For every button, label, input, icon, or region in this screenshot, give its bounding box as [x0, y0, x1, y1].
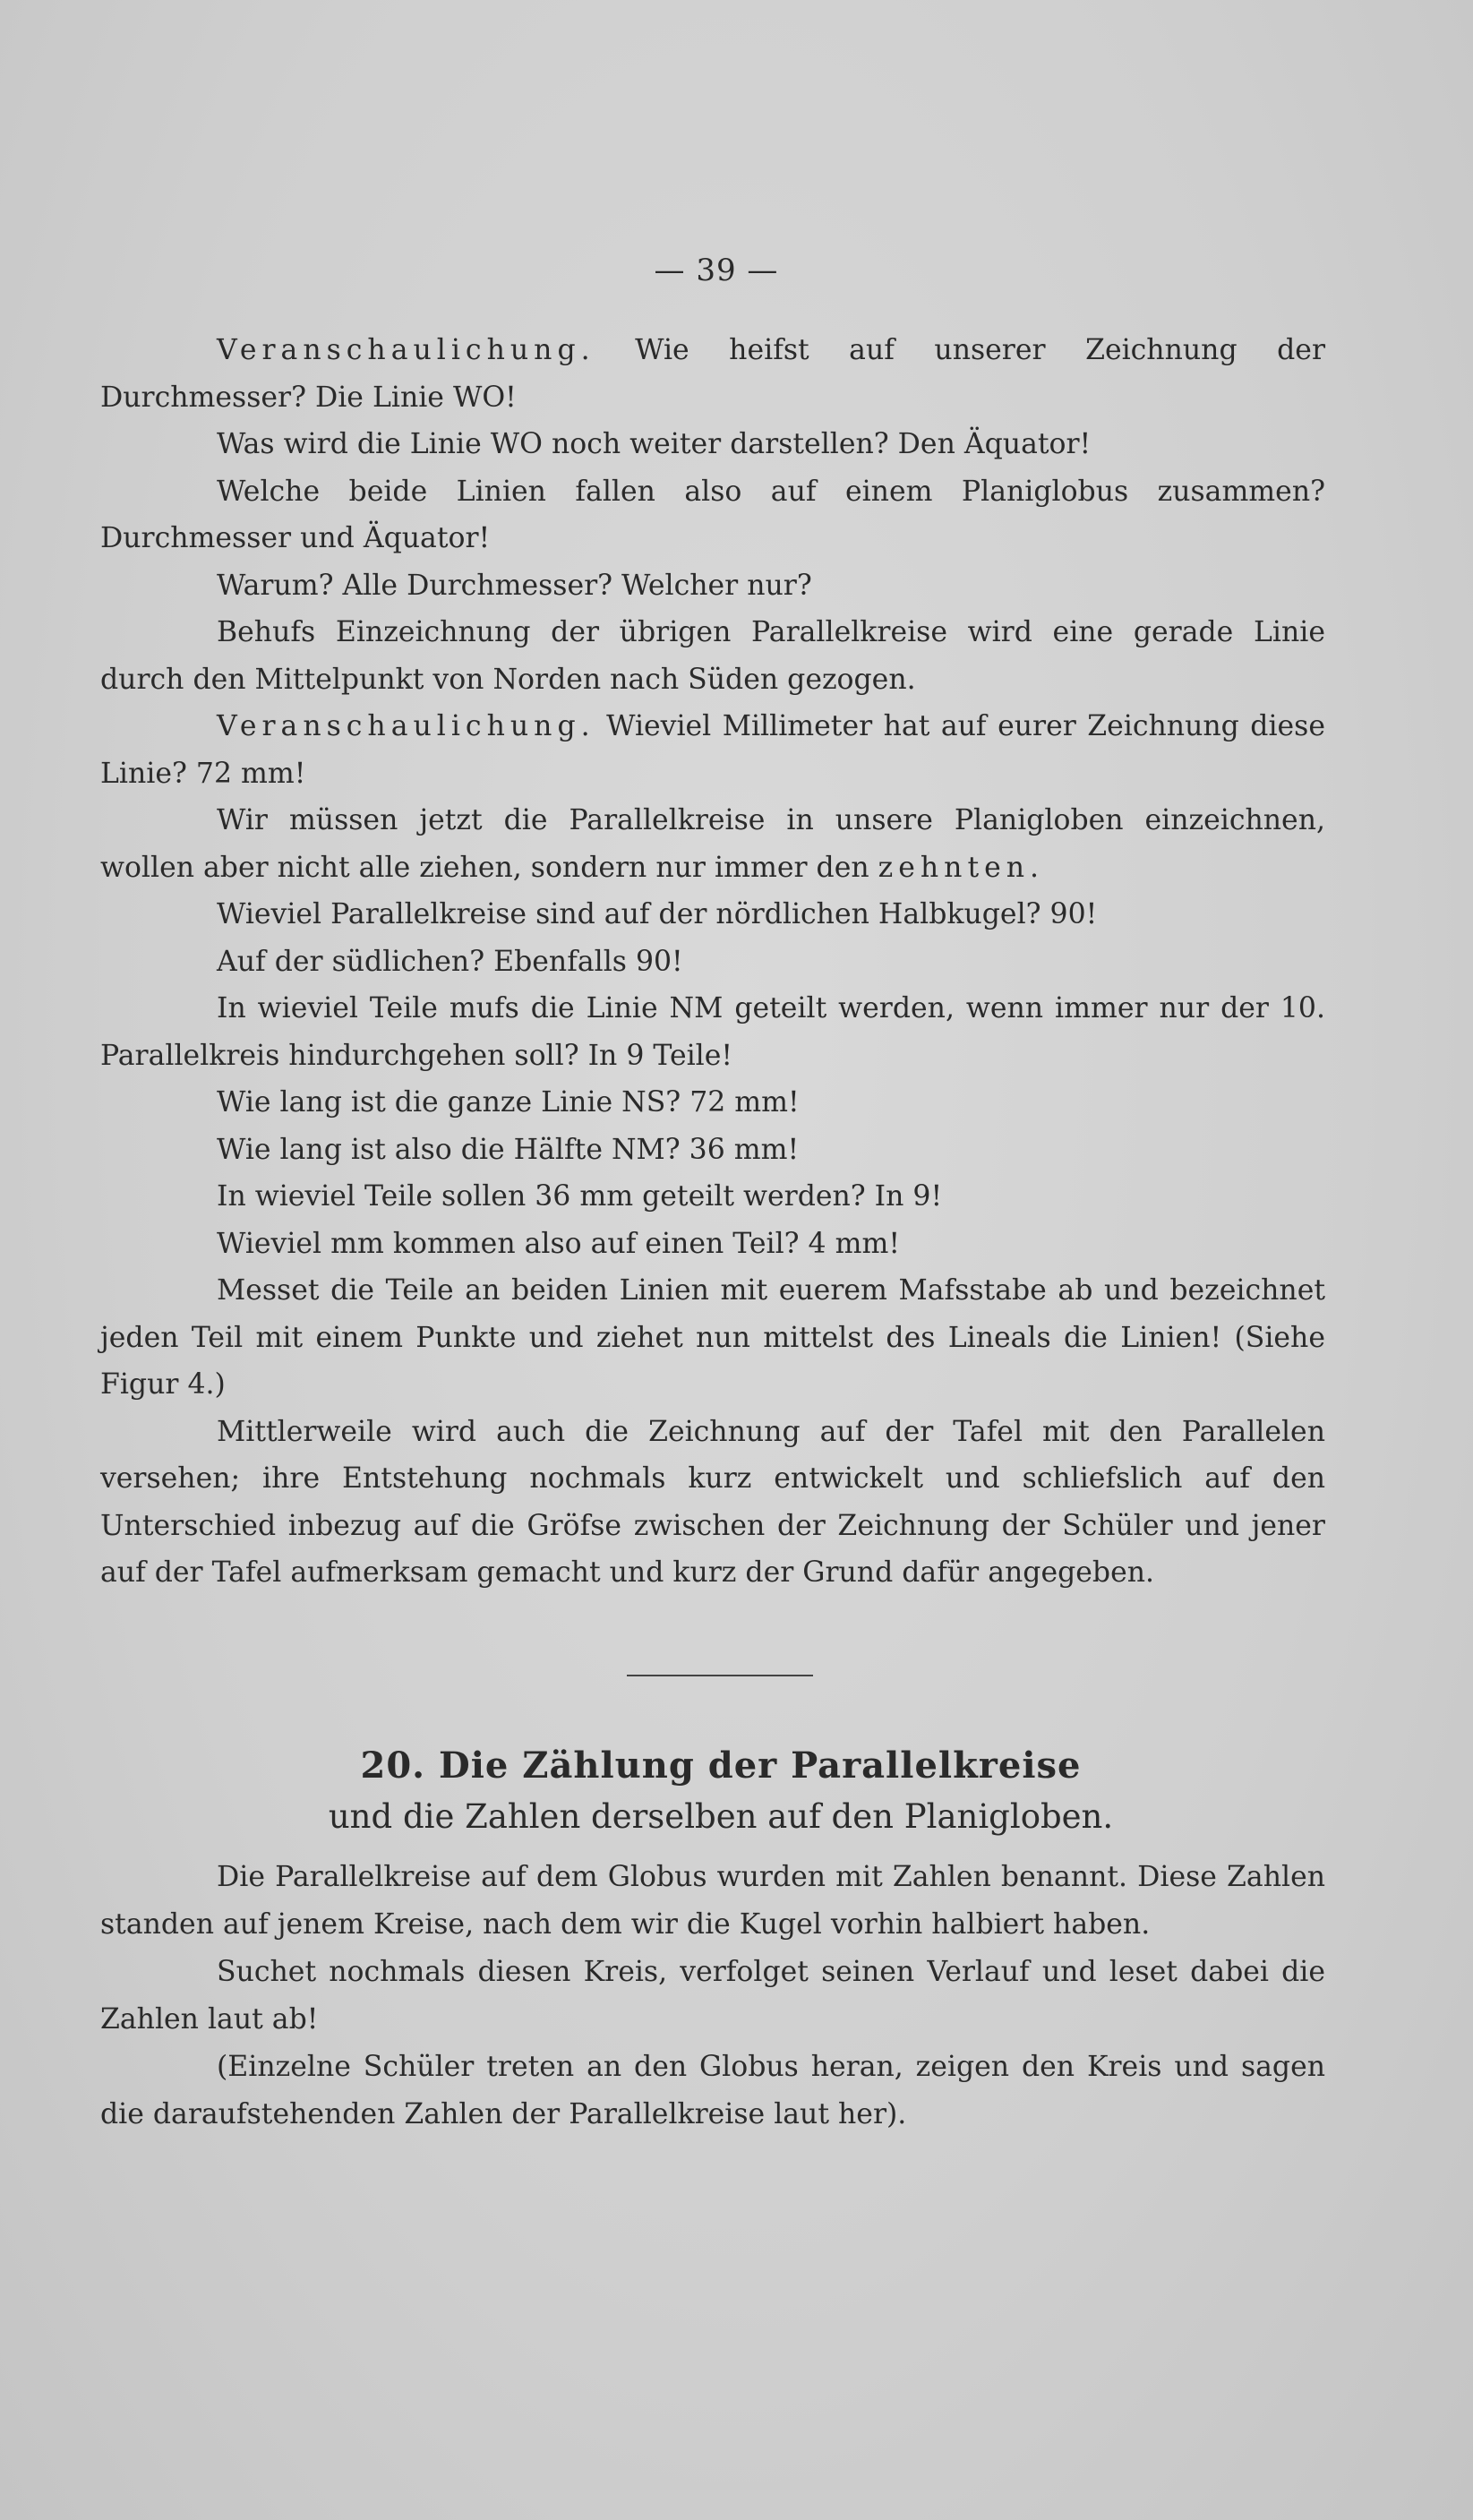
- paragraph-text: Wieviel Millimeter hat auf eurer Zeichnung diese Linie? 72 mm!: [100, 710, 1325, 790]
- paragraph: Wieviel Parallelkreise sind auf der nördlichen Halbkugel? 90!: [217, 898, 1098, 930]
- paragraph: [100, 703, 1325, 797]
- paragraph: Suchet nochmals diesen Kreis, verfolget seinen Verlauf und leset dabei die Zahlen laut ab!: [100, 1956, 1325, 2036]
- paragraph-text: Wir müssen jetzt die Parallelkreise in unsere Planigloben einzeichnen, wollen aber nicht alle ziehen, sondern nur immer den: [100, 804, 1325, 884]
- spaced-term: Veranschaulichung.: [217, 334, 595, 366]
- paragraph-text: Wie heifst auf unserer Zeichnung der Durchmesser? Die Linie WO!: [100, 334, 1325, 414]
- paragraph: In wieviel Teile sollen 36 mm geteilt werden? In 9!: [217, 1180, 943, 1213]
- section-heading: 20. Die Zählung der Parallelkreise: [360, 1744, 1082, 1787]
- paragraph: Wie lang ist also die Hälfte NM? 36 mm!: [217, 1133, 800, 1166]
- paragraph: Was wird die Linie WO noch weiter darstellen? Den Äquator!: [217, 428, 1092, 460]
- paragraph: Messet die Teile an beiden Linien mit euerem Mafsstabe ab und bezeichnet jeden Teil mit einem Punkte und ziehet nun mittelst des Lineals die Linien! (Siehe Figur 4.): [100, 1274, 1325, 1401]
- section-subheading: und die Zahlen derselben auf den Planigloben.: [328, 1797, 1114, 1836]
- page-number: — 39 —: [654, 253, 779, 288]
- paragraph: [100, 327, 1325, 421]
- text-block-veranschaulichung: [100, 327, 1325, 1597]
- spaced-term: zehnten: [878, 851, 1031, 884]
- paragraph: Behufs Einzeichnung der übrigen Parallelkreise wird eine gerade Linie durch den Mittelpunkt von Norden nach Süden gezogen.: [100, 616, 1325, 696]
- spaced-term: Veranschaulichung.: [217, 710, 595, 742]
- paragraph: Die Parallelkreise auf dem Globus wurden mit Zahlen benannt. Diese Zahlen standen auf jenem Kreise, nach dem wir die Kugel vorhin halbiert haben.: [100, 1861, 1325, 1941]
- paragraph: (Einzelne Schüler treten an den Globus heran, zeigen den Kreis und sagen die daraufstehenden Zahlen der Parallelkreise laut her).: [100, 2051, 1325, 2130]
- paragraph: Welche beide Linien fallen also auf einem Planiglobus zusammen? Durchmesser und Äquator!: [100, 475, 1325, 554]
- paragraph: In wieviel Teile mufs die Linie NM geteilt werden, wenn immer nur der 10. Parallelkreis hindurchgehen soll? In 9 Teile!: [100, 992, 1325, 1072]
- text-block-zaehlung: [100, 1854, 1325, 2139]
- paragraph: Auf der südlichen? Ebenfalls 90!: [217, 945, 683, 978]
- paragraph: [100, 797, 1325, 891]
- paragraph: Warum? Alle Durchmesser? Welcher nur?: [217, 569, 812, 602]
- paragraph-text: .: [1030, 851, 1040, 884]
- paragraph: Wieviel mm kommen also auf einen Teil? 4 mm!: [217, 1227, 901, 1260]
- paragraph: Wie lang ist die ganze Linie NS? 72 mm!: [217, 1086, 800, 1119]
- section-divider: [627, 1675, 813, 1676]
- paragraph: Mittlerweile wird auch die Zeichnung auf der Tafel mit den Parallelen versehen; ihre Entstehung nochmals kurz entwickelt und schliefslich auf den Unterschied inbezug auf die Gröfse zwischen der Zeichnung der Schüler und jener auf der Tafel aufmerksam gemacht und kurz der Grund dafür angegeben.: [100, 1415, 1325, 1589]
